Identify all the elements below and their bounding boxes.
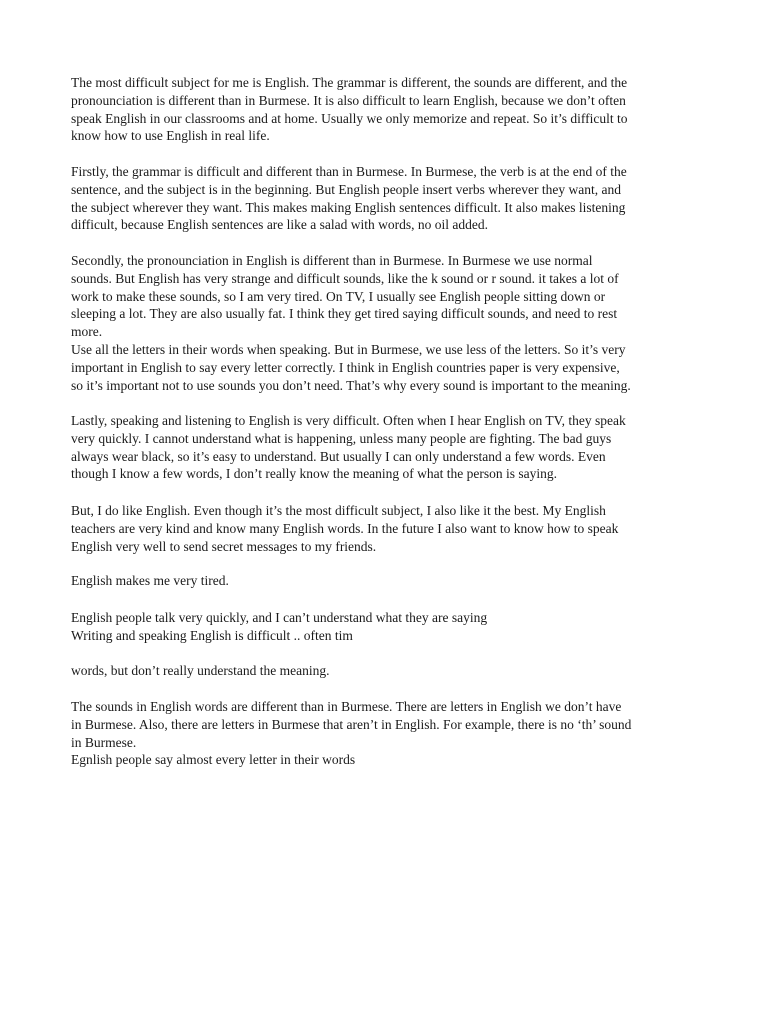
text-line: words, but don’t really understand the meaning.: [71, 663, 330, 678]
text-line: English people talk very quickly, and I can’t understand what they are saying: [71, 610, 488, 625]
text-line: though I know a few words, I don’t really know the meaning of what the person is saying.: [71, 466, 558, 482]
text-line: pronounciation is different than in Burmese. It is also difficult to learn English, because we don’t often: [71, 92, 626, 108]
text-line: Egnlish people say almost every letter in their words: [71, 752, 356, 768]
text-line: know how to use English in real life.: [71, 128, 270, 144]
paragraph-listening: [71, 412, 711, 483]
note-quickly: [71, 609, 711, 645]
note-sounds: [71, 698, 711, 769]
text-line: in Burmese. Also, there are letters in Burmese that aren’t in English. For example, there is no ‘th’ sound: [71, 716, 632, 732]
text-line: Use all the letters in their words when speaking. But in Burmese, we use less of the letters. So it’s very: [71, 341, 626, 357]
text-line: in Burmese.: [71, 734, 137, 750]
text-line: sleeping a lot. They are also usually fat. I think they get tired saying difficult sounds, and need to rest: [71, 306, 618, 322]
text-line: very quickly. I cannot understand what is happening, unless many people are fighting. The bad guys: [71, 430, 612, 446]
text-line: Firstly, the grammar is difficult and different than in Burmese. In Burmese, the verb is at the end of the: [71, 164, 627, 179]
text-line: But, I do like English. Even though it’s the most difficult subject, I also like it the best. My English: [71, 503, 606, 518]
text-line: work to make these sounds, so I am very tired. On TV, I usually see English people sitting down or: [71, 288, 606, 304]
paragraph-intro: [71, 74, 711, 145]
text-line: important in English to say every letter correctly. I think in English countries paper is very expensive,: [71, 359, 620, 375]
text-line: teachers are very kind and know many English words. In the future I also want to know how to speak: [71, 520, 619, 536]
text-line: The most difficult subject for me is English. The grammar is different, the sounds are different, and the: [71, 75, 628, 90]
paragraph-grammar: [71, 163, 711, 234]
text-line: The sounds in English words are different than in Burmese. There are letters in English we don’t have: [71, 699, 622, 714]
text-line: more.: [71, 324, 103, 340]
text-line: Writing and speaking English is difficult .. often tim: [71, 627, 353, 643]
text-line: Lastly, speaking and listening to English is very difficult. Often when I hear English on TV, they speak: [71, 413, 626, 428]
paragraph-conclusion: [71, 502, 711, 555]
note-tired: [71, 572, 711, 590]
text-line: English makes me very tired.: [71, 573, 229, 588]
text-line: so it’s important not to use sounds you don’t need. That’s why every sound is important to the meaning.: [71, 377, 631, 393]
text-line: Secondly, the pronounciation in English is different than in Burmese. In Burmese we use normal: [71, 253, 593, 268]
text-line: speak English in our classrooms and at home. Usually we only memorize and repeat. So it’s difficult to: [71, 110, 628, 126]
text-line: always wear black, so it’s easy to understand. But usually I can only understand a few words. Even: [71, 448, 606, 464]
text-line: sounds. But English has very strange and difficult sounds, like the k sound or r sound. it takes a lot of: [71, 270, 619, 286]
text-line: difficult, because English sentences are like a salad with words, no oil added.: [71, 217, 489, 233]
text-line: sentence, and the subject is in the beginning. But English people insert verbs wherever they want, and: [71, 181, 621, 197]
paragraph-pronunciation: [71, 252, 711, 394]
note-meaning: [71, 662, 711, 680]
text-line: the subject wherever they want. This makes making English sentences difficult. It also makes listening: [71, 199, 626, 215]
text-line: English very well to send secret messages to my friends.: [71, 538, 377, 554]
